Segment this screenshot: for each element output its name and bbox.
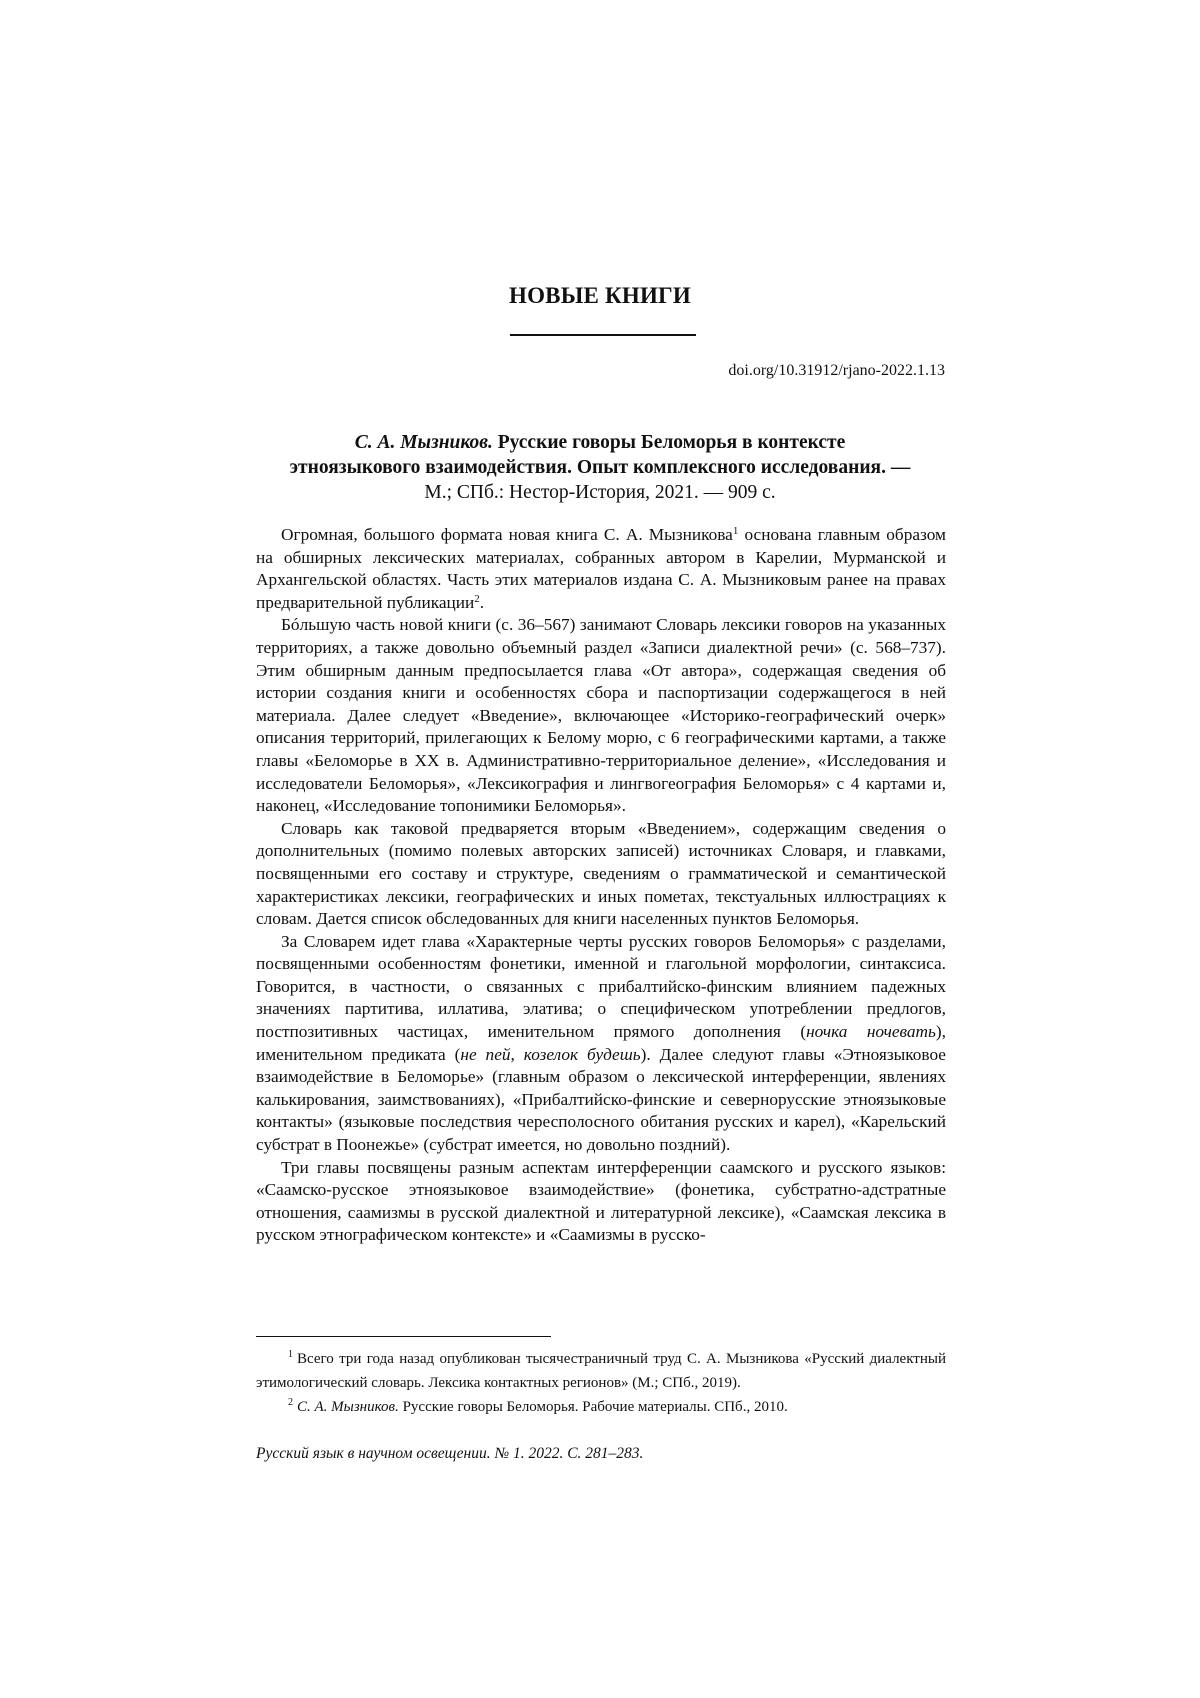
book-heading (250, 430, 950, 505)
footnote-1 (256, 1347, 946, 1395)
footnote-2-author: С. А. Мызников. (297, 1399, 399, 1415)
paragraph-4-text-a: За Словарем идет глава «Характерные черты русских говоров Беломорья» с разделами, посвященными особенностям фонетики, именной и глагольной морфологии, синтаксиса. Говорится, в частности, о связанных с прибалтийско-финским влиянием падежных значениях партитива, иллатива, элатива; о специфическом употреблении предлогов, постпозитивных частицах, именительном прямого дополнения ( (256, 931, 946, 1042)
paragraph-2: Бóльшую часть новой книги (с. 36–567) занимают Словарь лексики говоров на указанных территориях, а также довольно объемный раздел «Записи диалектной речи» (с. 568–737). Этим обширным данным предпосылается глава «От автора», содержащая сведения об истории создания книги и особенностях сбора и паспортизации содержащегося в ней материала. Далее следует «Введение», включающее «Историко-географический очерк» описания территорий, прилегающих к Белому морю, с 6 географическими картами, а также главы «Беломорье в XX в. Административно-территориальное деление», «Исследования и исследователи Беломорья», «Лексикография и лингвогеография Беломорья» с 4 картами и, наконец, «Исследование топонимики Беломорья». (256, 615, 946, 816)
footnote-ref-1[interactable]: 1 (732, 525, 739, 537)
title-underline (510, 334, 696, 336)
journal-citation: Русский язык в научном освещении. № 1. 2022. С. 281–283. (256, 1445, 644, 1462)
paragraph-1-text-c: . (479, 592, 485, 612)
example-1: ночка ночевать (806, 1022, 936, 1042)
footnote-2-number: 2 (288, 1397, 293, 1408)
book-title-line-2: этноязыкового взаимодействия. Опыт комплексного исследования. — (289, 457, 911, 478)
example-2: не пей, козелок будешь (460, 1044, 641, 1064)
footnotes (256, 1347, 946, 1419)
paragraph-1-text-a: Огромная, большого формата новая книга С. А. Мызникова (281, 525, 733, 544)
footnote-2 (256, 1395, 946, 1419)
section-title: НОВЫЕ КНИГИ (509, 283, 691, 308)
book-author: С. А. Мызников. (354, 432, 493, 453)
paragraph-3: Словарь как таковой предваряется вторым «Введением», содержащим сведения о дополнительных (помимо полевых авторских записей) источниках Словаря, и главками, посвященными его составу и структуре, сведениям о грамматической и семантической характеристиках лексики, географических и иных пометах, текстуальных иллюстрациях к словам. Дается список обследованных для книги населенных пунктов Беломорья. (256, 818, 946, 929)
footnote-1-text: Всего три года назад опубликован тысячестраничный труд С. А. Мызникова «Русский диалектный этимологический словарь. Лексика контактных регионов» (М.; СПб., 2019). (256, 1351, 946, 1391)
paragraph-4-text-b: ), именительном предиката ( (256, 1022, 946, 1064)
footnote-2-text: Русские говоры Беломорья. Рабочие материалы. СПб., 2010. (398, 1399, 788, 1415)
footnote-1-number: 1 (288, 1349, 293, 1360)
paragraph-4-text-c: ). Далее следуют главы «Этноязыковое взаимодействие в Беломорье» (главным образом о лексической интерференции, явлениях калькирования, заимствованиях), «Прибалтийско-финские и севернорусские этноязыковые контакты» (языковые последствия чересполосного обитания русских и карел), «Карельский субстрат в Поонежье» (субстрат имеется, но довольно поздний). (256, 1044, 946, 1155)
review-body (256, 524, 946, 1247)
footnote-separator (256, 1336, 551, 1337)
paragraph-5: Три главы посвящены разным аспектам интерференции саамского и русского языков: «Саамско-русское этноязыковое взаимодействие» (фонетика, субстратно-адстратные отношения, саамизмы в русской диалектной и литературной лексике), «Саамская лексика в русском этнографическом контексте» и «Саамизмы в русско- (256, 1157, 946, 1245)
book-imprint: М.; СПб.: Нестор-История, 2021. — 909 с. (424, 482, 776, 503)
paragraph-1-text-b: основана главным образом на обширных лексических материалах, собранных автором в Карелии, Мурманской и Архангельской областях. Часть этих материалов издана С. А. Мызниковым ранее на правах предварительной публикации (256, 525, 946, 612)
book-title-line-1: Русские говоры Беломорья в контексте (497, 432, 846, 453)
paragraph-4 (256, 931, 946, 1157)
footnote-ref-2[interactable]: 2 (474, 592, 480, 605)
paragraph-1 (256, 524, 946, 614)
doi-link[interactable]: doi.org/10.31912/rjano-2022.1.13 (728, 362, 945, 379)
